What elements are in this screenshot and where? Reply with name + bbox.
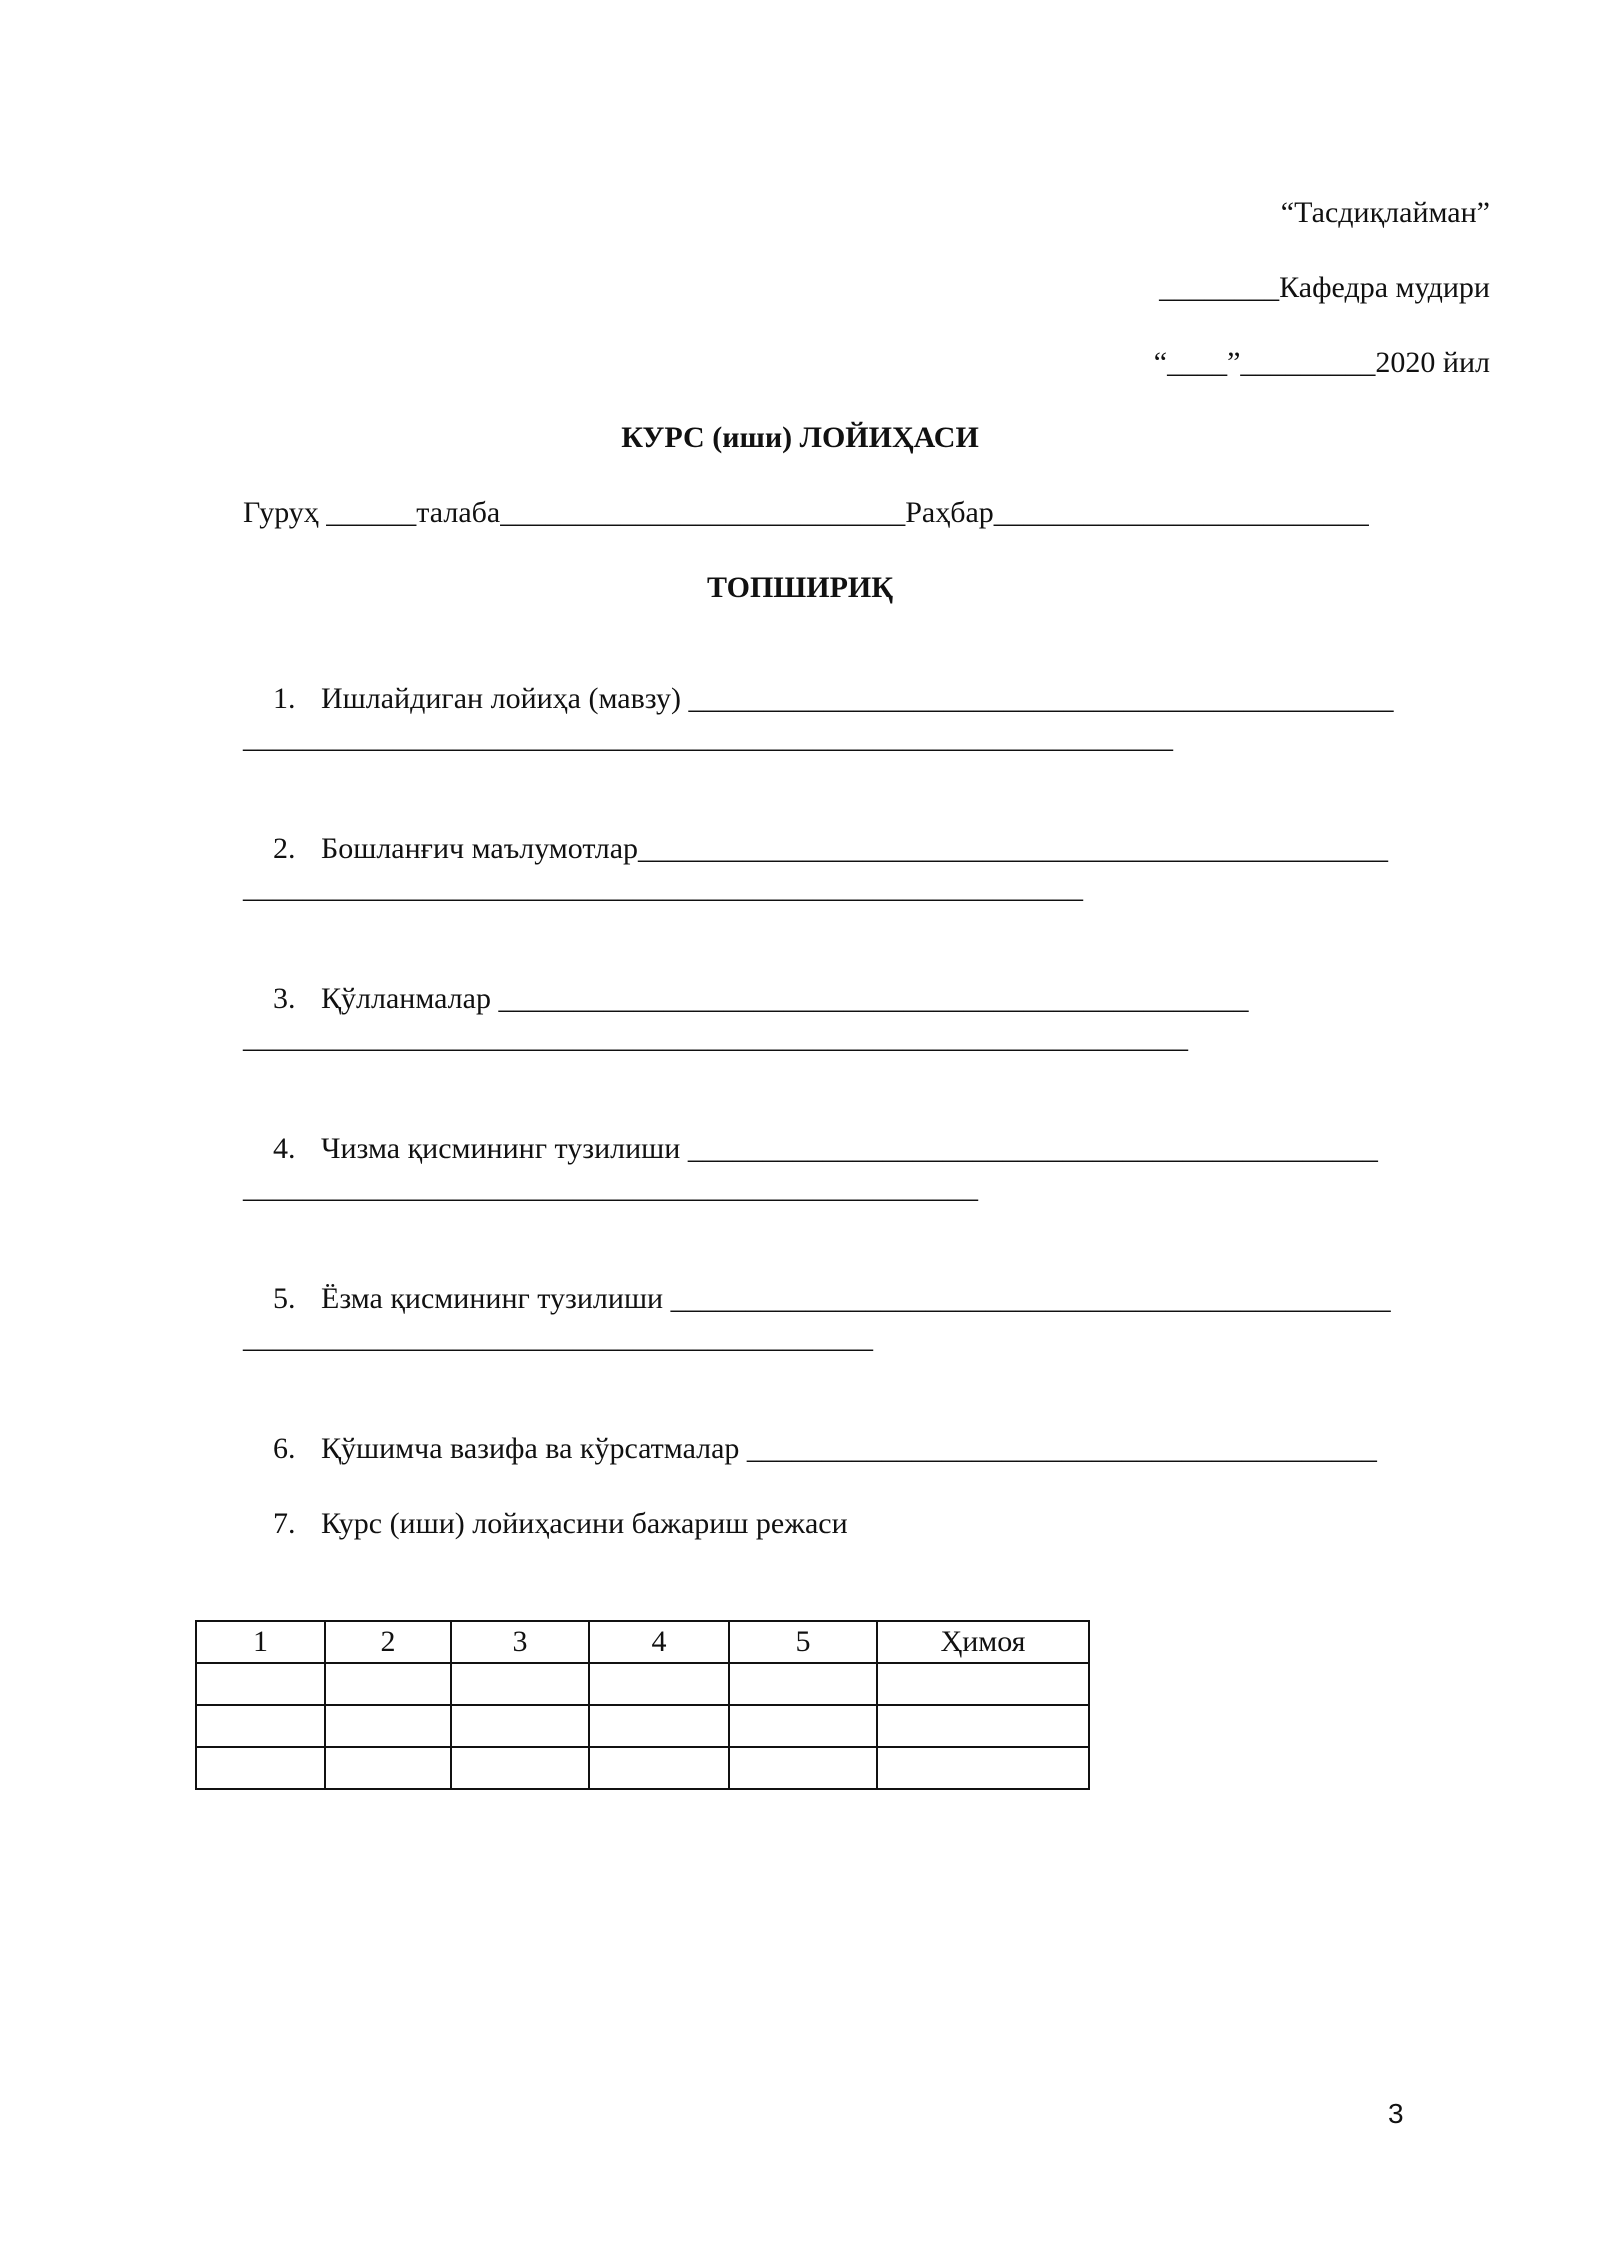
plan-table-row — [196, 1663, 1089, 1705]
plan-table-header-cell: 2 — [325, 1621, 451, 1663]
task-item-2-number: 2. — [273, 832, 296, 865]
task-item-7-number: 7. — [273, 1507, 296, 1540]
task-item-6-number: 6. — [273, 1432, 296, 1465]
plan-table-row — [196, 1705, 1089, 1747]
plan-table-header-cell: 1 — [196, 1621, 325, 1663]
plan-table-cell — [325, 1705, 451, 1747]
plan-table-header-cell: 3 — [451, 1621, 589, 1663]
plan-table-cell — [325, 1663, 451, 1705]
plan-table-header-cell: 5 — [729, 1621, 877, 1663]
task-item-6-text: Қўшимча вазифа ва кўрсатмалар __________________________________________ — [321, 1432, 1377, 1465]
task-item-5-continuation: __________________________________________ — [243, 1321, 873, 1354]
task-item-3-number: 3. — [273, 982, 296, 1015]
plan-table-cell — [196, 1705, 325, 1747]
plan-table-cell — [451, 1663, 589, 1705]
document-title: КУРС (иши) ЛОЙИҲАСИ — [621, 421, 979, 454]
page-number: 3 — [1388, 2098, 1404, 2129]
plan-table-cell — [196, 1663, 325, 1705]
plan-table-cell — [877, 1747, 1089, 1789]
task-item-2-text: Бошланғич маълумотлар__________________________________________________ — [321, 832, 1389, 865]
plan-table-cell — [729, 1663, 877, 1705]
plan-table-cell — [589, 1663, 729, 1705]
plan-table-cell — [589, 1705, 729, 1747]
task-item-7 — [243, 1470, 848, 1578]
plan-table-cell — [451, 1747, 589, 1789]
task-item-2-continuation: ________________________________________________________ — [243, 871, 1083, 904]
plan-table-header-row — [196, 1621, 1089, 1663]
plan-table-row — [196, 1747, 1089, 1789]
plan-table-cell — [451, 1705, 589, 1747]
task-item-1-number: 1. — [273, 682, 296, 715]
task-item-4-text: Чизма қисмининг тузилиши ______________________________________________ — [321, 1132, 1378, 1165]
department-head-line: ________Кафедра мудири — [1159, 271, 1490, 304]
approval-date-line: “____”_________2020 йил — [1153, 346, 1490, 379]
task-item-1-continuation: ______________________________________________________________ — [243, 721, 1173, 754]
task-item-4-number: 4. — [273, 1132, 296, 1165]
plan-table-cell — [877, 1705, 1089, 1747]
task-item-5-number: 5. — [273, 1282, 296, 1315]
task-title: ТОПШИРИҚ — [707, 571, 893, 604]
plan-table-cell — [196, 1747, 325, 1789]
task-item-3-continuation: _______________________________________________________________ — [243, 1021, 1188, 1054]
task-item-7-text: Курс (иши) лойиҳасини бажариш режаси — [321, 1507, 848, 1540]
plan-table-cell — [325, 1747, 451, 1789]
approval-label: “Тасдиқлайман” — [1280, 196, 1490, 229]
task-item-3-text: Қўлланмалар __________________________________________________ — [321, 982, 1249, 1015]
plan-table-cell — [729, 1747, 877, 1789]
task-item-4-continuation: _________________________________________________ — [243, 1171, 978, 1204]
task-item-1-text: Ишлайдиган лойиҳа (мавзу) _______________________________________________ — [321, 682, 1394, 715]
plan-table-cell — [729, 1705, 877, 1747]
group-student-supervisor-line: Гуруҳ ______талаба___________________________Раҳбар_________________________ — [243, 496, 1369, 529]
plan-table — [195, 1620, 1090, 1790]
plan-table-header-cell: Ҳимоя — [877, 1621, 1089, 1663]
task-item-5-text: Ёзма қисмининг тузилиши ________________________________________________ — [321, 1282, 1391, 1315]
plan-table-cell — [589, 1747, 729, 1789]
plan-table-cell — [877, 1663, 1089, 1705]
plan-table-header-cell: 4 — [589, 1621, 729, 1663]
